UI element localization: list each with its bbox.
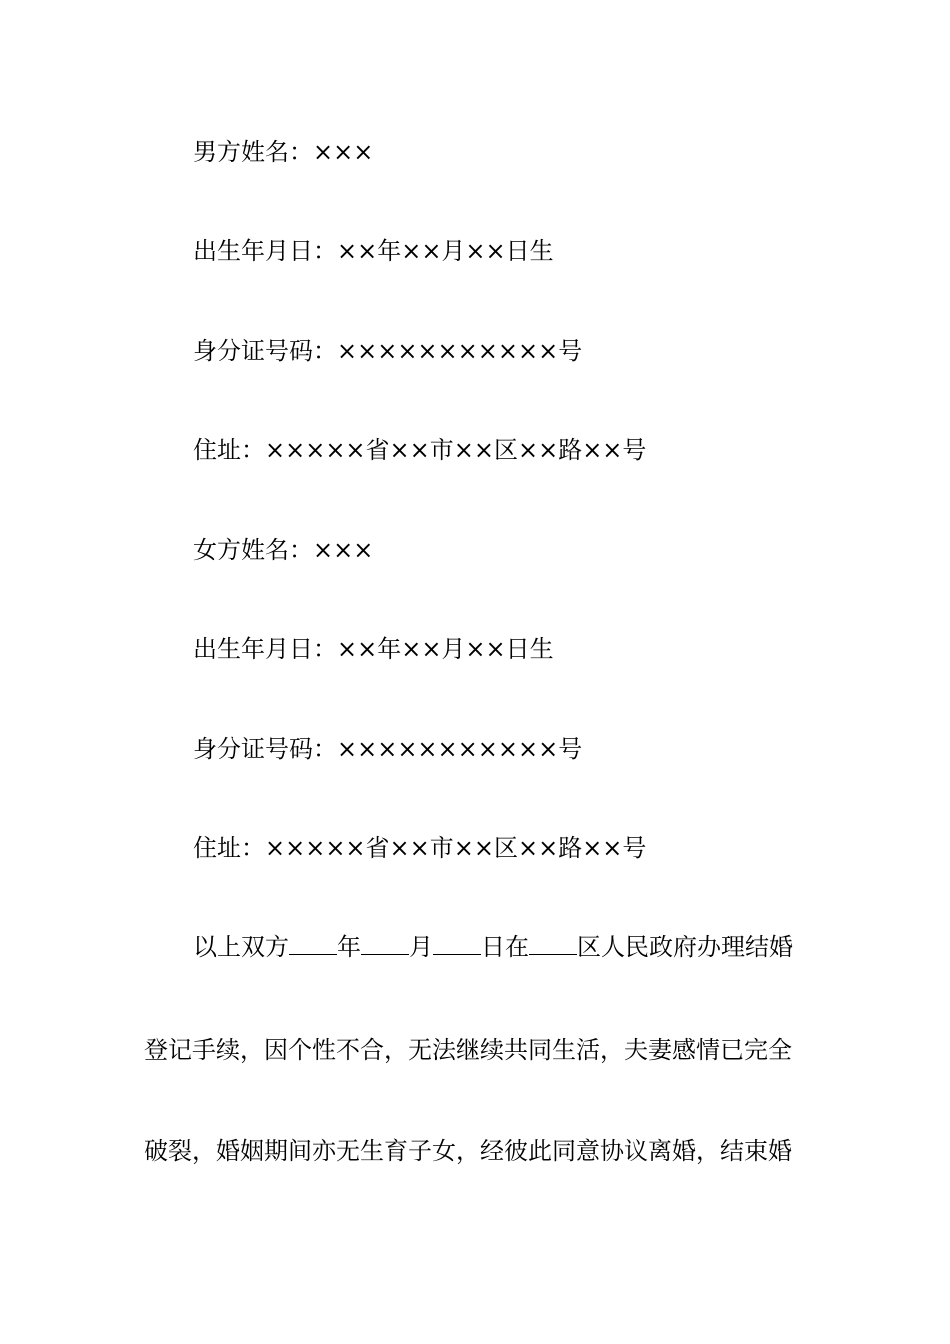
blank-district xyxy=(529,932,577,955)
female-name-line: 女方姓名：××× xyxy=(193,536,374,564)
female-birth-line: 出生年月日：××年××月××日生 xyxy=(193,635,554,663)
male-birth-line: 出生年月日：××年××月××日生 xyxy=(193,237,554,265)
paragraph-text-2: 年 xyxy=(337,933,361,961)
paragraph-line-3: 破裂，婚姻期间亦无生育子女，经彼此同意协议离婚，结束婚 xyxy=(144,1137,792,1165)
blank-month xyxy=(361,932,409,955)
female-id-line: 身分证号码：×××××××××××号 xyxy=(193,735,583,763)
paragraph-text-5: 区人民政府办理结婚 xyxy=(577,933,793,961)
paragraph-text-1: 以上双方 xyxy=(193,933,289,961)
blank-day xyxy=(433,932,481,955)
paragraph-text-4: 日在 xyxy=(481,933,529,961)
female-address-line: 住址：×××××省××市××区××路××号 xyxy=(193,834,647,862)
male-name-line: 男方姓名：××× xyxy=(193,138,374,166)
paragraph-line-1 xyxy=(144,932,863,962)
paragraph-line-2: 登记手续，因个性不合，无法继续共同生活，夫妻感情已完全 xyxy=(144,1036,792,1064)
male-address-line: 住址：×××××省××市××区××路××号 xyxy=(193,436,647,464)
paragraph-text-3: 月 xyxy=(409,933,433,961)
male-id-line: 身分证号码：×××××××××××号 xyxy=(193,337,583,365)
blank-year xyxy=(289,932,337,955)
